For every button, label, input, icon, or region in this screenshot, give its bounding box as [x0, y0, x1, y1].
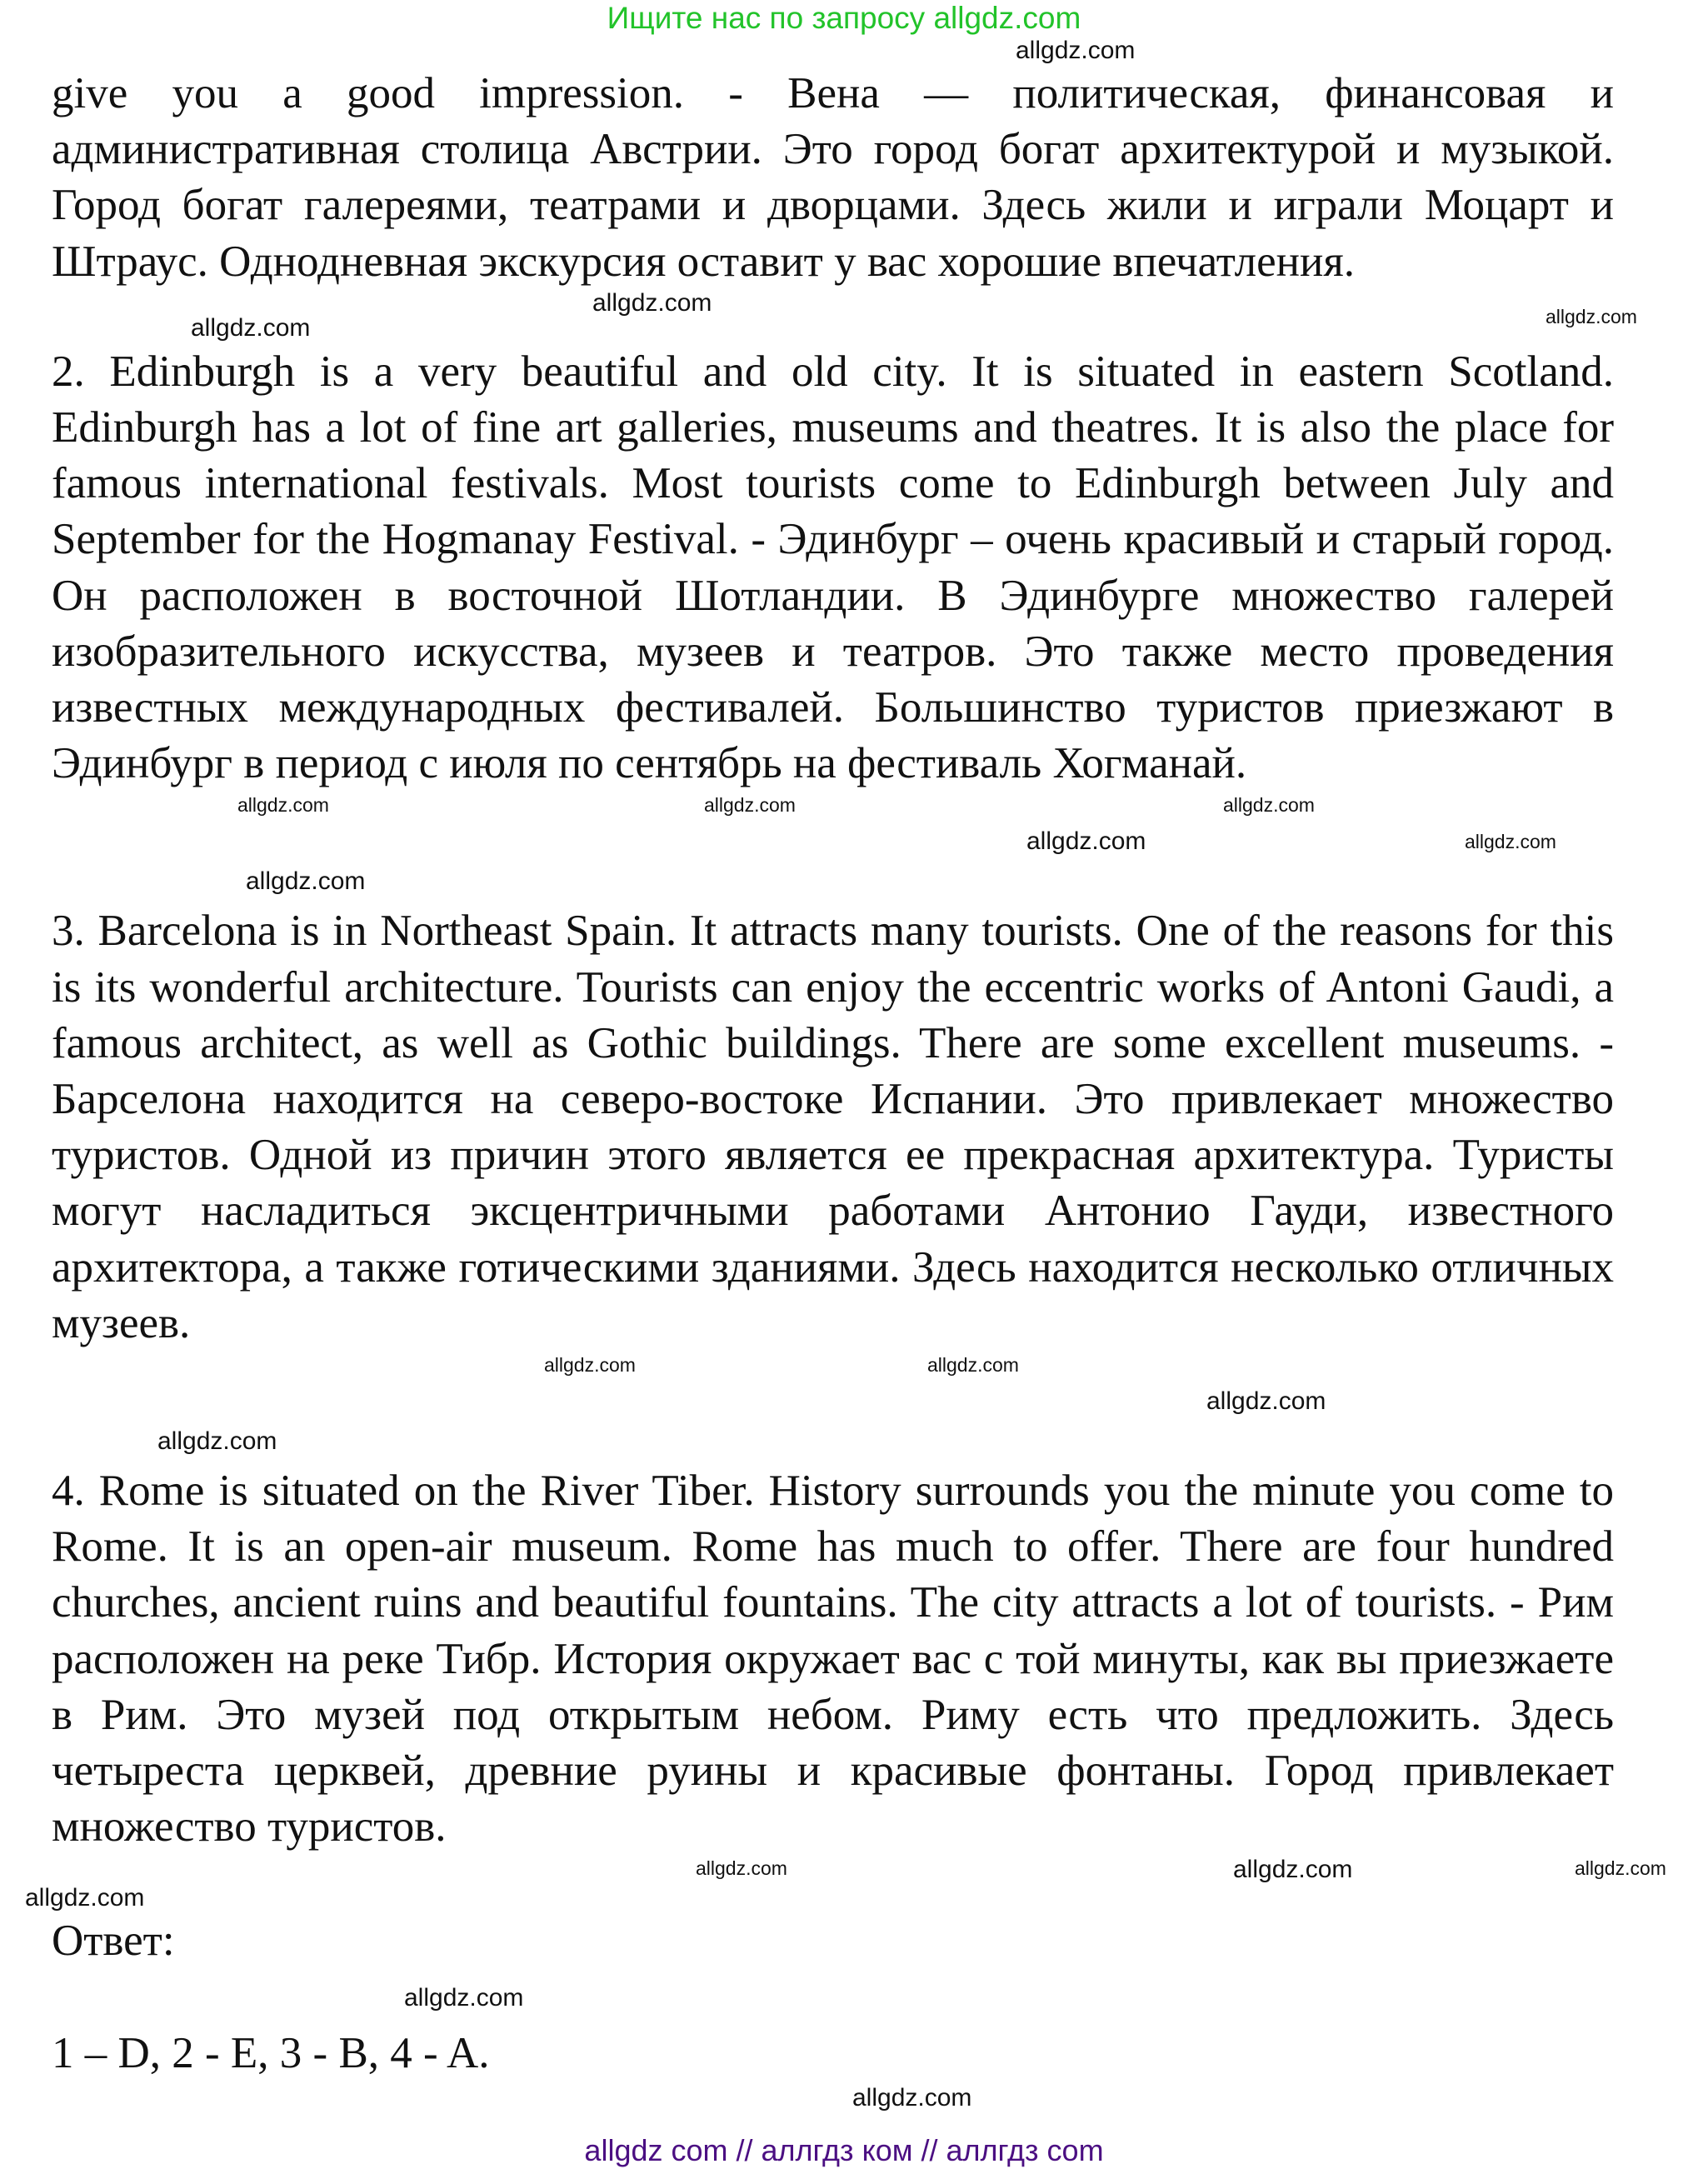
watermark: allgdz.com: [1546, 305, 1637, 327]
watermark: allgdz.com: [927, 1354, 1019, 1377]
watermark: allgdz.com: [704, 794, 796, 817]
watermark: allgdz.com: [1223, 794, 1315, 817]
watermark: allgdz.com: [1575, 1857, 1666, 1880]
watermark-row: [0, 1352, 1688, 1463]
watermark: allgdz.com: [852, 2083, 972, 2112]
watermark: allgdz.com: [1233, 1856, 1353, 1884]
watermark: allgdz.com: [237, 794, 329, 817]
watermark: allgdz.com: [696, 1857, 787, 1880]
watermark: allgdz.com: [191, 313, 311, 342]
watermark-row: [0, 37, 1688, 66]
watermark: allgdz.com: [544, 1354, 636, 1377]
watermark-row: [0, 792, 1688, 903]
watermark: allgdz.com: [246, 867, 366, 896]
watermark-row: [0, 290, 1688, 344]
paragraph-barcelona: 3. Barcelona is in Northeast Spain. It attracts many tourists. One of the reasons for this is its wonderful architecture. Tourists can enjoy the eccentric works of Antoni Gaudi, a famous architect, as well as Gothic buildings. There are some excellent museums. - Барселона находится на северо-востоке Испании. Это привлекает множество туристов. Одной из причин этого является ее прекрасная архитектура. Туристы могут насладиться эксцентричными работами Антонио Гауди, известного архитектора, а также готическими зданиями. Здесь находится несколько отличных музеев.: [52, 907, 1614, 1347]
watermark-row: [0, 2082, 1688, 2115]
watermark: allgdz.com: [157, 1427, 277, 1456]
watermark-row: [0, 1970, 1688, 2026]
answer-text: 1 – D, 2 - E, 3 - B, 4 - A.: [52, 2028, 490, 2077]
search-banner[interactable]: Ищите нас по запросу allgdz.com: [607, 1, 1081, 35]
watermark: allgdz.com: [1465, 831, 1556, 853]
watermark: allgdz.com: [404, 1983, 524, 2012]
watermark: allgdz.com: [1016, 37, 1136, 64]
watermark-row: [0, 1855, 1688, 1913]
paragraph-edinburgh: 2. Edinburgh is a very beautiful and old city. It is situated in eastern Scotland. Edinburgh has a lot of fine art galleries, museums and theatres. It is also the place for famous international festivals. Most tourists come to Edinburgh between July and September for the Hogmanay Festival. - Эдинбург – очень красивый и старый город. Он расположен в восточной Шотландии. В Эдинбурге множество галерей изобразительного искусства, музеев и театров. Это также место проведения известных международных фестивалей. Большинство туристов приезжают в Эдинбург в период с июля по сентябрь на фестиваль Хогманай.: [52, 347, 1614, 788]
footer-banner[interactable]: allgdz com // аллгдз ком // аллгдз com: [584, 2132, 1104, 2167]
paragraph-vienna: give you a good impression. - Вена — политическая, финансовая и административная столица Австрии. Это город богат архитектурой и музыкой. Город богат галереями, театрами и дворцами. Здесь жили и играли Моцарт и Штраус. Однодневная экскурсия оставит у вас хорошие впечатления.: [52, 69, 1614, 286]
paragraph-rome: 4. Rome is situated on the River Tiber. History surrounds you the minute you come to Rome. It is an open-air museum. Rome has much to offer. There are four hundred churches, ancient ruins and beautiful fountains. The city attracts a lot of tourists. - Рим расположен на реке Тибр. История окружает вас с той минуты, как вы приезжаете в Рим. Это музей под открытым небом. Риму есть что предложить. Здесь четыреста церквей, древние руины и красивые фонтаны. Город привлекает множество туристов.: [52, 1467, 1614, 1852]
watermark: allgdz.com: [25, 1884, 145, 1912]
watermark: allgdz.com: [592, 288, 712, 317]
answer-label: Ответ:: [52, 1917, 175, 1966]
watermark: allgdz.com: [1206, 1387, 1326, 1416]
watermark: allgdz.com: [1026, 827, 1146, 856]
